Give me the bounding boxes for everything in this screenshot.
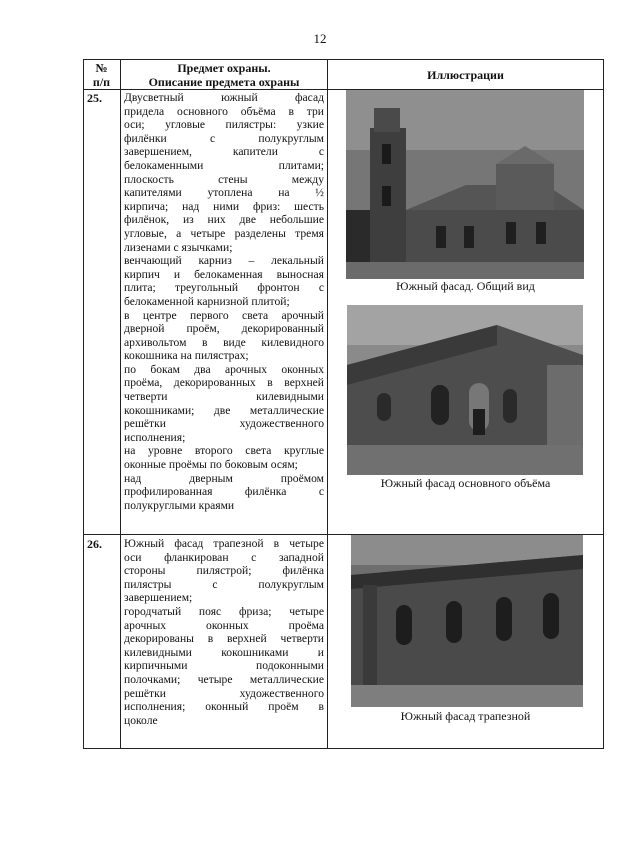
- description-line: проёма, декорированных в верхней: [124, 376, 324, 390]
- description-line: оси фланкирован с западной: [124, 550, 324, 564]
- description-line: белокаменными плитами;: [124, 158, 324, 172]
- description-line: кокошника на пилястрах;: [124, 349, 249, 363]
- description-line: декорированы в верхней четверти: [124, 632, 324, 646]
- description-line: лизенами с язычками;: [124, 240, 233, 254]
- description-line: Южный фасад трапезной в четыре: [124, 537, 324, 550]
- description-line: кирпича; над ними фриз: шесть: [124, 199, 324, 213]
- description-line: оконные проёмы по боковым осям;: [124, 458, 298, 472]
- row-number: 26.: [87, 537, 102, 551]
- column-divider: [120, 59, 121, 749]
- description-line: кирпич и белокаменная выносная: [124, 267, 324, 281]
- description-line: над дверным проёмом: [124, 471, 324, 485]
- caption-main-volume: Южный фасад основного объёма: [380, 476, 551, 490]
- description-line: цоколе: [124, 713, 158, 727]
- description-line: оси; угловые пилястры: узкие: [124, 118, 324, 132]
- description-line: на уровне второго света круглые: [124, 444, 324, 458]
- description-line: плита; треугольный фронтон с: [124, 281, 324, 295]
- description-line: четверти килевидными: [124, 390, 324, 404]
- row-number: 25.: [87, 91, 102, 105]
- description-line: угловые, а четыре разделены тремя: [124, 226, 324, 240]
- description-line: по бокам два арочных оконных: [124, 362, 324, 376]
- description-line: стороны пилястрой; филёнка: [124, 564, 324, 578]
- description-line: арочных оконных проёма: [124, 618, 324, 632]
- description-line: филёнок, из них две небольшие: [124, 213, 324, 227]
- photo-south-facade-main-volume: [347, 305, 583, 475]
- page-number: 12: [313, 31, 327, 46]
- row-description: [124, 537, 324, 727]
- description-line: плоскость стены между: [124, 172, 324, 186]
- description-line: решётки художественного: [124, 686, 324, 700]
- protection-table: [83, 59, 604, 749]
- header-subject: Предмет охраны. Описание предмета охраны: [148, 61, 300, 89]
- description-line: полукруглыми краями: [124, 498, 235, 512]
- header-number: № п/п: [92, 61, 111, 89]
- description-line: белокаменной карнизной плитой;: [124, 294, 290, 308]
- description-line: в центре первого света арочный: [124, 308, 324, 322]
- description-line: полочками; четыре металлические: [124, 672, 324, 686]
- photo-south-facade-general: [346, 90, 584, 279]
- description-line: исполнения; оконный проём в: [124, 700, 324, 714]
- description-line: завершением, капители с: [124, 145, 324, 159]
- description-line: килевидными кокошниками и: [124, 645, 324, 659]
- description-line: кокошниками; две металлические: [124, 403, 324, 417]
- header-illustrations: Иллюстрации: [427, 68, 504, 82]
- description-line: исполнения;: [124, 430, 186, 444]
- column-divider: [327, 59, 328, 749]
- description-line: венчающий карниз – лекальный: [124, 254, 324, 268]
- description-line: городчатый пояс фриза; четыре: [124, 604, 324, 618]
- description-line: филёнки с полукруглым: [124, 131, 324, 145]
- description-line: профилированная филёнка с: [124, 485, 324, 499]
- description-line: решётки художественного: [124, 417, 324, 431]
- caption-refectory: Южный фасад трапезной: [400, 709, 531, 723]
- description-line: дверной проём, декорированный: [124, 322, 324, 336]
- description-line: капителями утоплена на ½: [124, 186, 324, 200]
- description-line: кирпичными подоконными: [124, 659, 324, 673]
- description-line: пилястры с полукруглым: [124, 577, 324, 591]
- photo-south-facade-refectory: [351, 535, 583, 707]
- description-line: Двусветный южный фасад: [124, 91, 324, 104]
- caption-general-view: Южный фасад. Общий вид: [396, 279, 535, 293]
- description-line: завершением;: [124, 591, 193, 605]
- description-line: придела основного объёма в три: [124, 104, 324, 118]
- row-description: [124, 91, 324, 512]
- description-line: архивольтом в виде килевидного: [124, 335, 324, 349]
